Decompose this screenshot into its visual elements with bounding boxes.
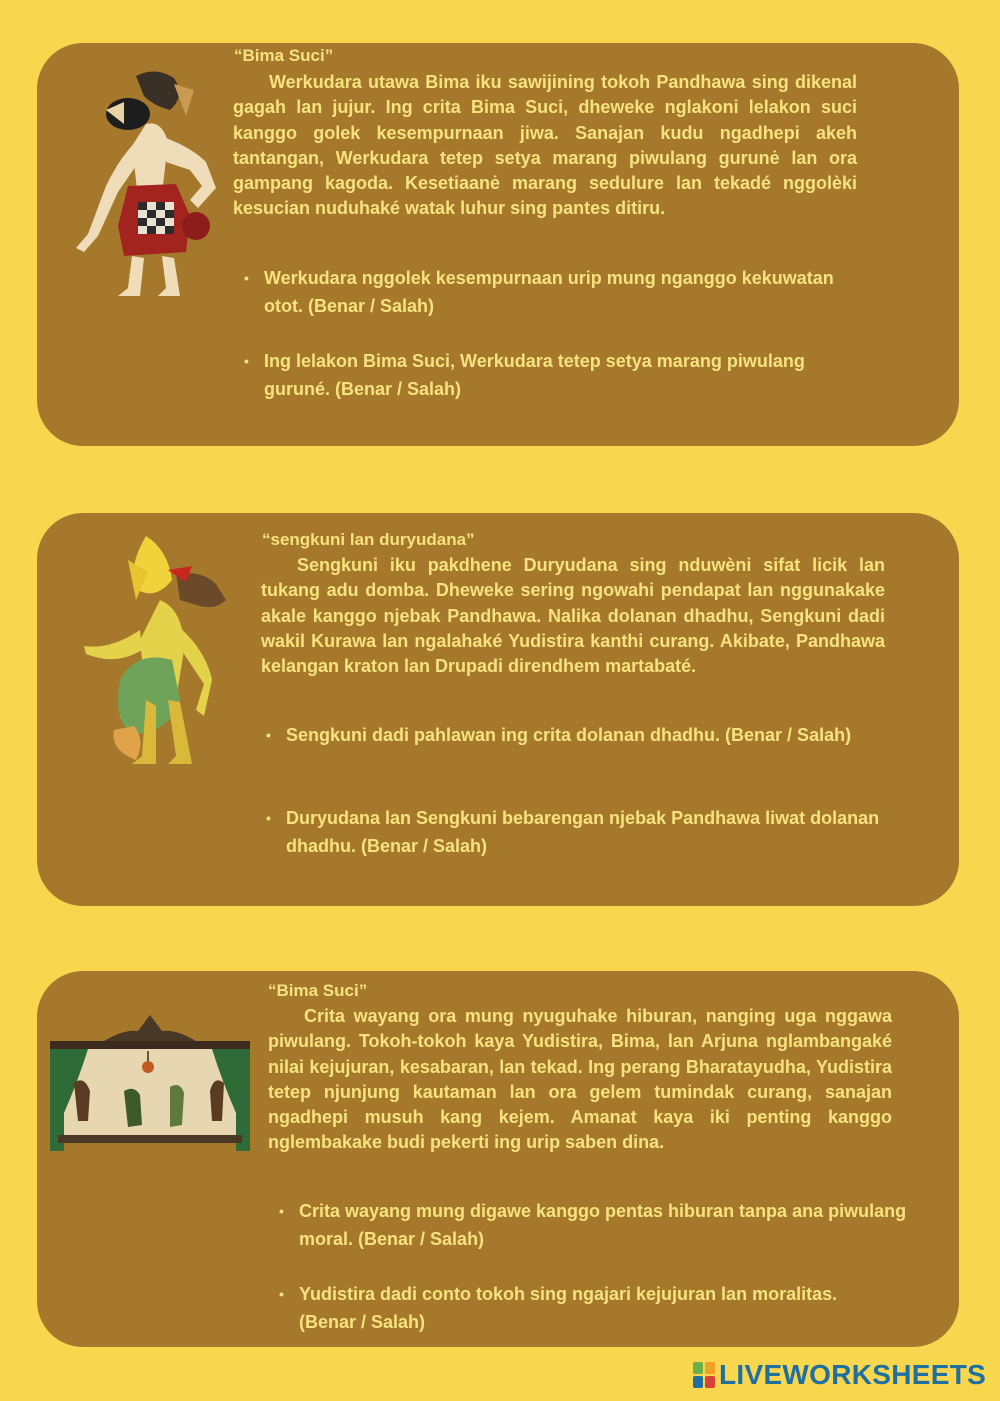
section-2-question-1[interactable]: • Sengkuni dadi pahlawan ing crita dolanan dhadhu. (Benar / Salah) [264,722,906,750]
section-2-title: “sengkuni lan duryudana” [262,530,475,549]
section-2-question-2[interactable]: • Duryudana lan Sengkuni bebarengan njebak Pandhawa liwat dolanan dhadhu. (Benar / Salah) [264,805,886,860]
section-1-question-1[interactable]: • Werkudara nggolek kesempurnaan urip mung nganggo kekuwatan otot. (Benar / Salah) [242,265,864,320]
section-1-title: “Bima Suci” [234,46,334,65]
section-2-paragraph: Sengkuni iku pakdhene Duryudana sing nduwèni sifat licik lan tukang adu domba. Dheweke sering ngowahi pendapat lan nggunakake akale kanggo njebak Pandhawa. Nalika dolanan dhadhu, Sengkuni dadi wakil Kurawa lan ngalahaké Yudistira kanthi curang. Akibate, Pandhawa kelangan kraton lan Drupadi direndhem martabaté. [261,555,885,677]
section-3-paragraph: Crita wayang ora mung nyuguhake hiburan, nanging uga nggawa piwulang. Tokoh-tokoh kaya Yudistira, Bima, lan Arjuna nglambangaké nilai kejujuran, kesabaran, lan tekad. Ing perang Bharatayudha, Yudistira tetep njunjung kautaman lan ora gelem tumindak curang, sanajan ngadhepi musuh kang kejem. Amanat kaya iki penting kanggo nglembakake budi pekerti ing urip saben dina. [268,1006,892,1153]
liveworksheets-logo-text: LIVEWORKSHEETS [719,1359,987,1390]
wayang-stage-icon [44,1011,256,1153]
liveworksheets-logo[interactable] [693,1360,986,1390]
section-3-title: “Bima Suci” [268,981,368,1000]
section-3-question-2[interactable]: • Yudistira dadi conto tokoh sing ngajari kejujuran lan moralitas. (Benar / Salah) [277,1281,899,1336]
wayang-sengkuni-icon [76,530,236,770]
section-3-question-1[interactable]: • Crita wayang mung digawe kanggo pentas hiburan tanpa ana piwulang moral. (Benar / Salah) [277,1198,919,1253]
section-1-paragraph: Werkudara utawa Bima iku sawijining tokoh Pandhawa sing dikenal gagah lan jujur. Ing crita Bima Suci, dheweke nglakoni lelakon suci kanggo golek kesempurnaan jiwa. Sanajan kudu ngadhepi akeh tantangan, Werkudara tetep setya marang piwulang gurunė lan ora gampang kagoda. Kesetiaanė marang sedulure lan tekadé nggolèki kesucian nuduhaké watak luhur sing pantes ditiru. [233,72,857,219]
wayang-bima-icon [66,66,228,302]
section-1-question-2[interactable]: • Ing lelakon Bima Suci, Werkudara tetep setya marang piwulang guruné. (Benar / Salah) [242,348,864,403]
liveworksheets-logo-icon [693,1362,715,1388]
